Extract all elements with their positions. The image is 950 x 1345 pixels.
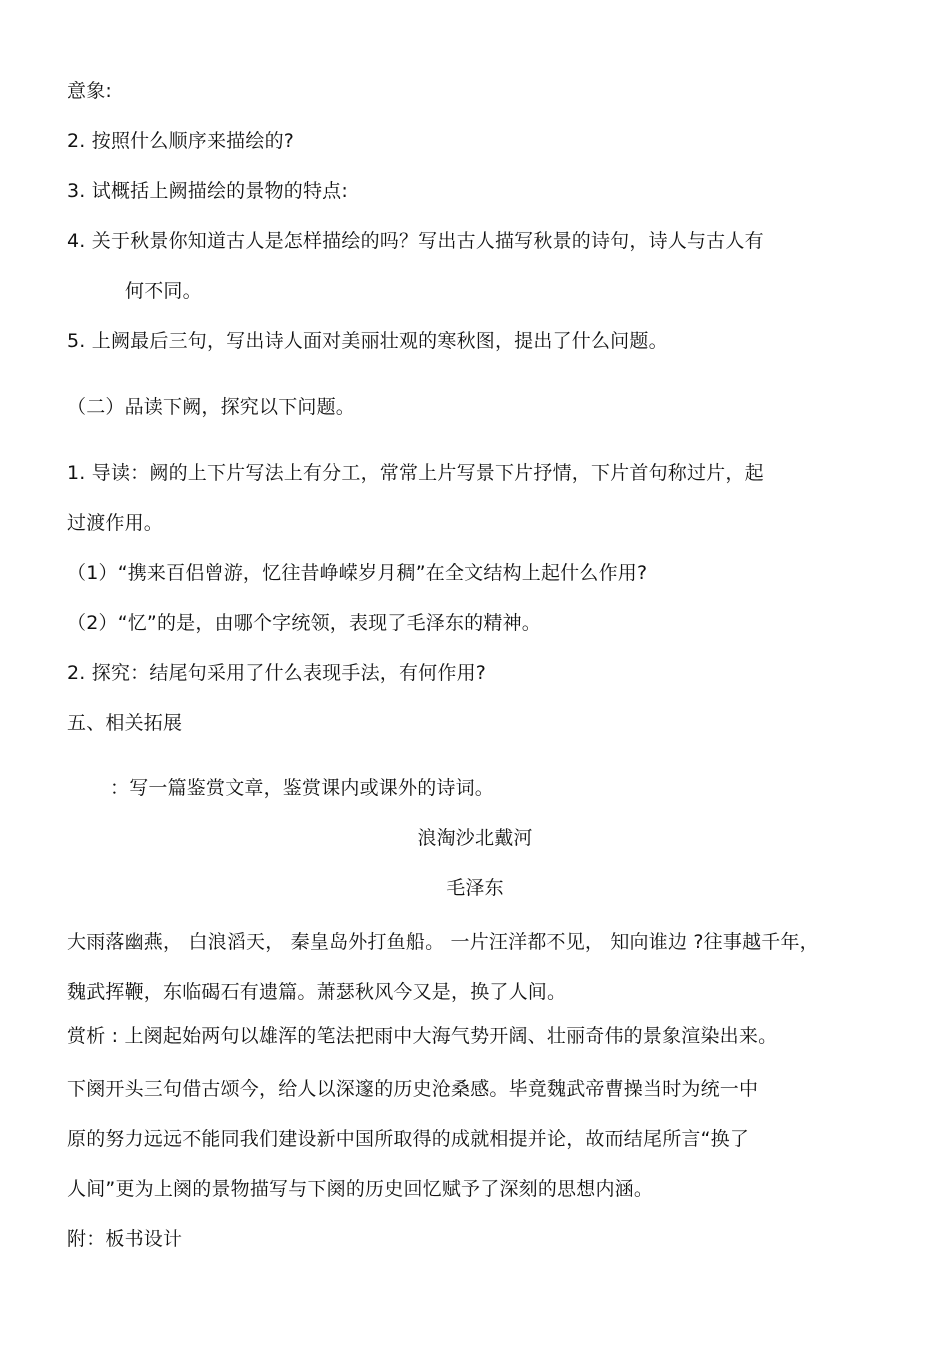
text-imagery-label: 意象: (67, 80, 113, 102)
sub-question-1: （1）“携来百侣曾游，忆往昔峥嵘岁月稠”在全文结构上起什么作用? (67, 562, 648, 584)
poem-title: 浪淘沙北戴河 (417, 827, 533, 849)
section-heading-extension: 五、相关拓展 (67, 712, 183, 734)
question-3: 3. 试概括上阙描绘的景物的特点: (67, 180, 348, 202)
question-4-continued: 何不同。 (125, 280, 202, 302)
guide-reading-continued: 过渡作用。 (67, 512, 164, 534)
question-4: 4. 关于秋景你知道古人是怎样描绘的吗？写出古人描写秋景的诗句，诗人与古人有 (67, 230, 764, 252)
question-5: 5. 上阙最后三句，写出诗人面对美丽壮观的寒秋图，提出了什么问题。 (67, 330, 668, 352)
appendix-label: 附：板书设计 (67, 1228, 183, 1250)
appreciation-line-4: 人间”更为上阕的景物描写与下阕的历史回忆赋予了深刻的思想内涵。 (67, 1178, 654, 1200)
extension-task: ：写一篇鉴赏文章，鉴赏课内或课外的诗词。 (110, 777, 495, 799)
question-2: 2. 按照什么顺序来描绘的? (67, 130, 295, 152)
poem-line-2: 魏武挥鞭，东临碣石有遗篇。萧瑟秋风今又是，换了人间。 (67, 981, 567, 1003)
poem-author: 毛泽东 (446, 877, 504, 899)
appreciation-line-1: 赏析 : 上阕起始两句以雄浑的笔法把雨中大海气势开阔、壮丽奇伟的景象渲染出来。 (67, 1025, 778, 1047)
section-heading-part-two: （二）品读下阙，探究以下问题。 (67, 396, 356, 418)
appreciation-line-2: 下阕开头三句借古颂今，给人以深邃的历史沧桑感。毕竟魏武帝曹操当时为统一中 (67, 1078, 759, 1100)
explore-question: 2. 探究：结尾句采用了什么表现手法，有何作用? (67, 662, 487, 684)
guide-reading: 1. 导读：阙的上下片写法上有分工，常常上片写景下片抒情，下片首句称过片，起 (67, 462, 764, 484)
appreciation-line-3: 原的努力远远不能同我们建设新中国所取得的成就相提并论，故而结尾所言“换了 (67, 1128, 750, 1150)
sub-question-2: （2）“忆”的是，由哪个字统领，表现了毛泽东的精神。 (67, 612, 541, 634)
poem-line-1: 大雨落幽燕， 白浪滔天， 秦皇岛外打鱼船。 一片汪洋都不见， 知向谁边 ?往事越千年， (67, 931, 819, 953)
